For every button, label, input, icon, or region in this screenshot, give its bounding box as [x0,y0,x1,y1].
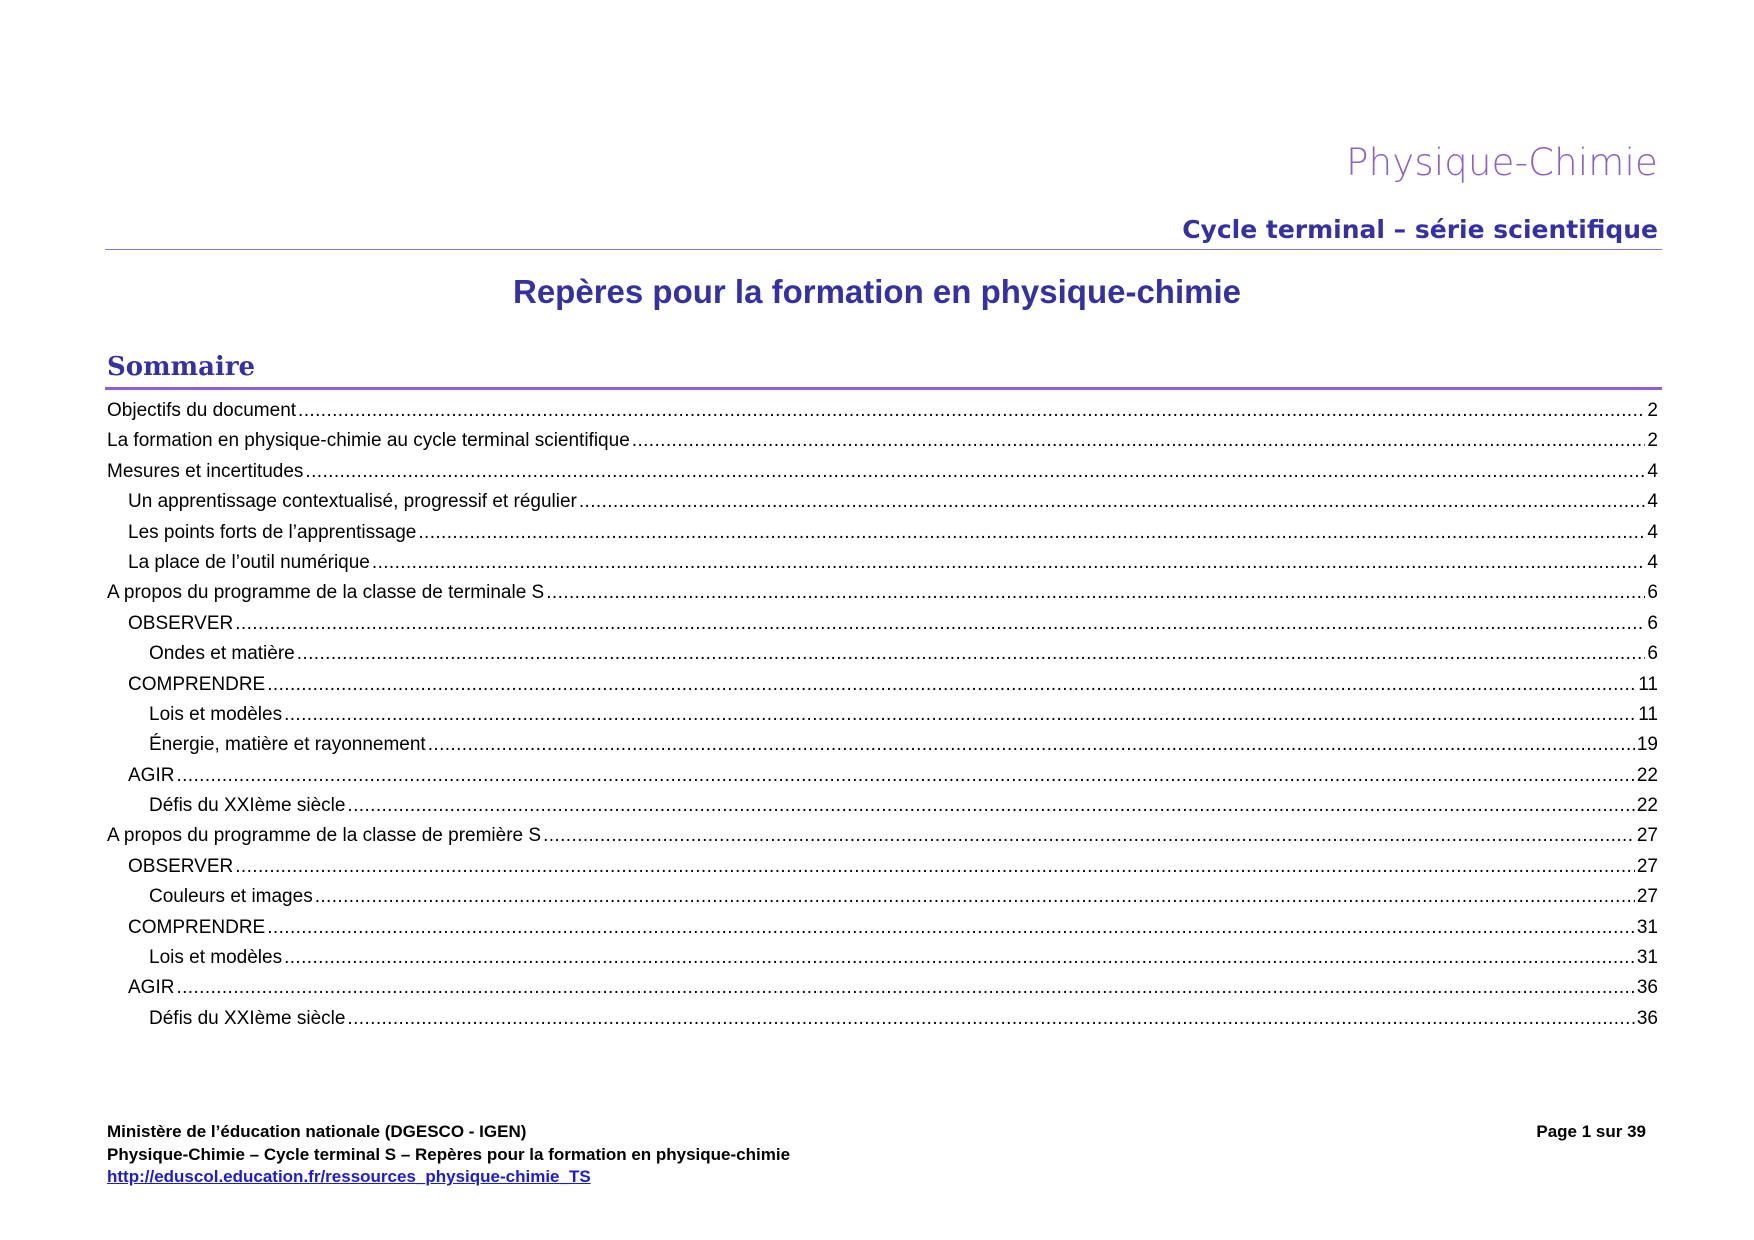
toc-entry-label: COMPRENDRE [128,673,266,695]
toc-dot-leader [267,674,1636,696]
toc-entry[interactable] [107,643,1658,673]
toc-entry-label: Un apprentissage contextualisé, progressif et régulier [128,491,577,513]
toc-dot-leader [428,734,1635,756]
toc-entry-label: Énergie, matière et rayonnement [149,734,426,756]
footer-page-number: Page 1 sur 39 [1536,1122,1646,1141]
toc-entry-page: 6 [1647,582,1658,604]
toc-dot-leader [347,1008,1634,1030]
toc-dot-leader [297,643,1646,665]
toc-entry-label: COMPRENDRE [128,916,266,938]
toc-entry-page: 22 [1636,764,1658,786]
toc-entry[interactable] [107,856,1658,886]
toc-entry-page: 27 [1636,855,1658,877]
toc-entry[interactable] [107,400,1658,430]
toc-entry[interactable] [107,522,1658,552]
toc-dot-leader [632,430,1646,452]
toc-dot-leader [284,704,1636,726]
toc-entry-label: Défis du XXIème siècle [149,795,346,817]
toc-entry[interactable] [107,461,1658,491]
toc-dot-leader [176,765,1634,787]
toc-entry-page: 6 [1647,612,1658,634]
subject-title: Physique-Chimie [1346,141,1658,184]
page-footer [107,1121,1652,1189]
toc-dot-leader [235,856,1635,878]
toc-entry[interactable] [107,825,1658,855]
toc-entry[interactable] [107,613,1658,643]
toc-entry-label: AGIR [128,977,175,999]
toc-dot-leader [284,947,1635,969]
toc-entry[interactable] [107,734,1658,764]
toc-entry[interactable] [107,552,1658,582]
toc-entry[interactable] [107,1008,1658,1038]
header-divider [105,249,1662,250]
toc-entry-label: A propos du programme de la classe de première S [107,825,542,847]
toc-entry-page: 4 [1647,521,1658,543]
toc-entry-page: 4 [1647,491,1658,513]
toc-entry-page: 36 [1636,977,1658,999]
toc-dot-leader [298,400,1645,422]
toc-dot-leader [305,461,1645,483]
footer-link[interactable]: http://eduscol.education.fr/ressources_physique-chimie_TS [107,1167,591,1186]
toc-entry-page: 11 [1638,673,1658,695]
toc-entry-page: 6 [1647,643,1658,665]
toc-entry-label: Les points forts de l’apprentissage [128,521,417,543]
toc-dot-leader [267,917,1635,939]
toc-entry-label: Lois et modèles [149,703,283,725]
toc-entry-page: 19 [1636,734,1658,756]
toc-entry-label: Lois et modèles [149,947,283,969]
toc-entry[interactable] [107,977,1658,1007]
toc-entry-label: Couleurs et images [149,886,313,908]
toc-entry[interactable] [107,674,1658,704]
toc-entry-label: OBSERVER [128,855,234,877]
toc-entry[interactable] [107,886,1658,916]
toc-entry-page: 2 [1647,400,1658,421]
toc-entry[interactable] [107,704,1658,734]
toc-heading: Sommaire [107,352,256,382]
toc-entry-page: 2 [1647,430,1658,452]
toc-entry-label: Ondes et matière [149,643,295,665]
toc-entry[interactable] [107,582,1658,612]
toc-entry-page: 27 [1636,886,1658,908]
toc-entry-page: 4 [1647,551,1658,573]
toc-entry-page: 11 [1638,703,1658,725]
toc-entry-label: Mesures et incertitudes [107,460,304,482]
toc-entry-page: 31 [1636,916,1658,938]
toc-entry[interactable] [107,430,1658,460]
toc-entry-page: 27 [1636,825,1658,847]
footer-document-line: Physique-Chimie – Cycle terminal S – Repères pour la formation en physique-chimie [107,1144,791,1164]
cycle-subtitle: Cycle terminal – série scientifique [1182,215,1658,244]
toc-entry[interactable] [107,917,1658,947]
toc-entry[interactable] [107,765,1658,795]
toc-dot-leader [418,522,1645,544]
toc-dot-leader [546,582,1645,604]
toc-entry-page: 31 [1636,947,1658,969]
toc-dot-leader [372,552,1646,574]
toc-entry[interactable] [107,795,1658,825]
toc-dot-leader [347,795,1634,817]
toc-entry-label: AGIR [128,764,175,786]
toc-entry-label: La formation en physique-chimie au cycle terminal scientifique [107,430,630,452]
toc-dot-leader [176,977,1634,999]
toc-entry-label: A propos du programme de la classe de terminale S [107,582,545,604]
toc-entry[interactable] [107,947,1658,977]
toc-dot-leader [235,613,1645,635]
table-of-contents [107,400,1658,1038]
toc-dot-leader [579,491,1646,513]
toc-entry-label: Objectifs du document [107,400,297,421]
toc-entry-page: 36 [1636,1007,1658,1029]
toc-entry-label: OBSERVER [128,612,234,634]
toc-entry-label: Défis du XXIème siècle [149,1007,346,1029]
toc-dot-leader [315,886,1635,908]
toc-entry-label: La place de l’outil numérique [128,551,370,573]
toc-entry[interactable] [107,491,1658,521]
footer-ministry: Ministère de l’éducation nationale (DGESCO - IGEN) [107,1122,527,1141]
toc-divider [105,387,1662,390]
document-title: Repères pour la formation en physique-chimie [513,273,1241,310]
toc-dot-leader [543,825,1635,847]
toc-entry-page: 4 [1647,460,1658,482]
toc-entry-page: 22 [1636,795,1658,817]
